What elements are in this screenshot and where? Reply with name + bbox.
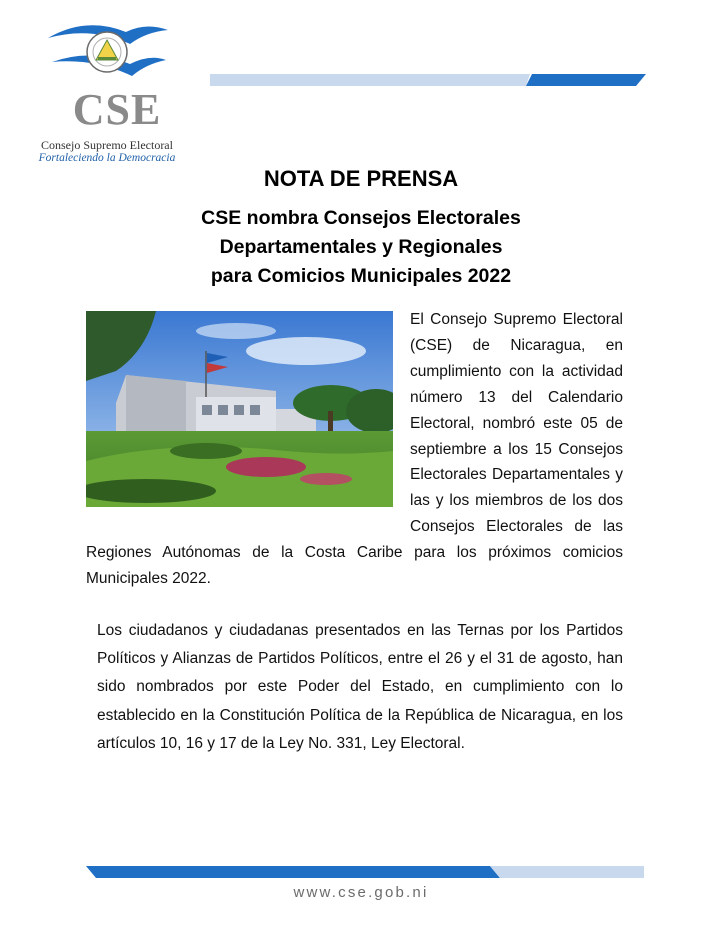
body-paragraph: Los ciudadanos y ciudadanas presentados en las Ternas por los Partidos Políticos y Alianzas de Partidos Políticos, entre el 26 y el 31 de agosto, han sido nombrados por este Poder del Estado, en cumplimiento con lo establecido en la Constitución Política de la República de Nicaragua, en los artículos 10, 16 y 17 de la Ley No. 331, Ley Electoral. xyxy=(97,622,623,752)
body-paragraph xyxy=(86,307,623,592)
logo-organization-name: Consejo Supremo Electoral xyxy=(41,138,173,152)
press-release-label: NOTA DE PRENSA xyxy=(263,166,459,191)
headline-line: CSE nombra Consejos Electorales xyxy=(201,207,521,229)
logo-acronym: CSE xyxy=(72,85,162,134)
header-stripe xyxy=(210,72,650,88)
paragraph-text: El Consejo Supremo Electoral (CSE) de Nicaragua, en cumplimiento con la actividad número 13 del Calendario Electoral, nombró este 05 de septiembre a los 15 Consejos Electorales Departamentales y las y los miembros de los dos Consejos Electorales de las Regiones Autónomas de la Costa Caribe para los próximos comicios Municipales 2022. xyxy=(86,311,623,588)
headline-line: Departamentales y Regionales xyxy=(219,236,503,258)
logo-slogan: Fortaleciendo la Democracia xyxy=(38,152,176,164)
website-link[interactable]: www.cse.gob.ni xyxy=(293,884,429,901)
cse-logo xyxy=(32,18,182,164)
footer-stripe xyxy=(86,864,646,880)
cse-emblem-icon xyxy=(46,18,168,88)
headline-line: para Comicios Municipales 2022 xyxy=(210,265,512,287)
headline xyxy=(0,204,722,291)
photo-placeholder xyxy=(86,307,393,518)
